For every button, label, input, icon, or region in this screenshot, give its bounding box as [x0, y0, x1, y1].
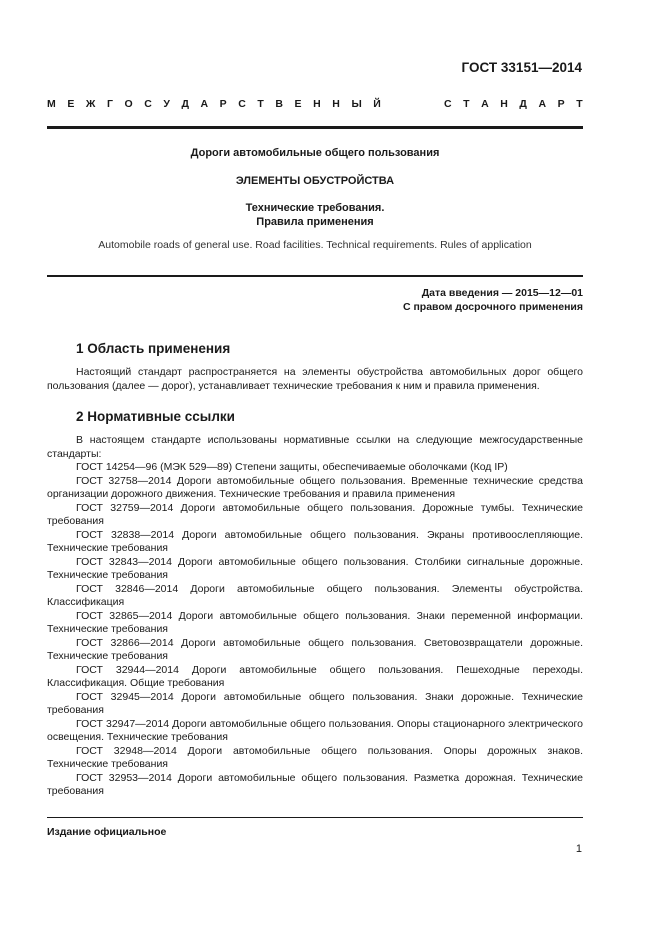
english-title: Automobile roads of general use. Road facilities. Technical requirements. Rules of application [98, 239, 532, 251]
title-line-3 [47, 201, 583, 229]
banner-letter: А [200, 98, 209, 110]
page-number: 1 [575, 843, 582, 855]
title-line-2: ЭЛЕМЕНТЫ ОБУСТРОЙСТВА [235, 175, 395, 187]
banner-gap [392, 98, 432, 110]
banner-letter: В [275, 98, 283, 110]
dates-block [403, 286, 583, 314]
reference-item: ГОСТ 32948—2014 Дороги автомобильные общего пользования. Опоры дорожных знаков. Технические требования [47, 744, 583, 770]
reference-item: ГОСТ 32945—2014 Дороги автомобильные общего пользования. Знаки дорожные. Технические требования [47, 690, 583, 716]
banner-letter: Ж [85, 98, 96, 110]
banner-letter: С [144, 98, 152, 110]
banner-letter: О [124, 98, 133, 110]
banner-letter: М [47, 98, 56, 110]
reference-item: ГОСТ 32846—2014 Дороги автомобильные общего пользования. Элементы обустройства. Классификация [47, 582, 583, 608]
banner-letter: Д [181, 98, 189, 110]
official-edition-label: Издание официальное [47, 826, 167, 838]
document-id: ГОСТ 33151—2014 [461, 60, 582, 75]
reference-item: ГОСТ 32865—2014 Дороги автомобильные общего пользования. Знаки переменной информации. Технические требования [47, 609, 583, 635]
reference-item: ГОСТ 32758—2014 Дороги автомобильные общего пользования. Временные технические средства организации дорожного движения. Технические требования и правила применения [47, 474, 583, 500]
reference-item: ГОСТ 32759—2014 Дороги автомобильные общего пользования. Дорожные тумбы. Технические требования [47, 501, 583, 527]
banner-letter: С [238, 98, 246, 110]
title-line-3a: Технические требования. [245, 202, 385, 214]
reference-item: ГОСТ 32953—2014 Дороги автомобильные общего пользования. Разметка дорожная. Технические требования [47, 771, 583, 797]
banner-letter: Г [106, 98, 113, 110]
banner-letter: Р [219, 98, 227, 110]
banner-letter: Ы [351, 98, 362, 110]
banner-letter: Е [294, 98, 302, 110]
banner-letter: Е [67, 98, 75, 110]
introduction-date: Дата введения — 2015—12—01 [421, 287, 583, 299]
section-2-title: 2 Нормативные ссылки [76, 409, 235, 424]
early-application-note: С правом досрочного применения [402, 301, 583, 313]
header-rule [47, 126, 583, 129]
banner-letter: Т [463, 98, 470, 110]
references-intro: В настоящем стандарте использованы нормативные ссылки на следующие межгосударственные стандарты: [47, 434, 583, 460]
interstate-standard-banner [47, 98, 583, 110]
reference-item: ГОСТ 32843—2014 Дороги автомобильные общего пользования. Столбики сигнальные дорожные. Технические требования [47, 555, 583, 581]
banner-letter: Н [332, 98, 340, 110]
section-1-text [47, 366, 583, 393]
banner-letter: Н [500, 98, 508, 110]
title-line-1: Дороги автомобильные общего пользования [190, 147, 440, 159]
reference-item: ГОСТ 32866—2014 Дороги автомобильные общего пользования. Световозвращатели дорожные. Технические требования [47, 636, 583, 662]
reference-item: ГОСТ 32838—2014 Дороги автомобильные общего пользования. Экраны противоослепляющие. Технические требования [47, 528, 583, 554]
reference-item: ГОСТ 32947—2014 Дороги автомобильные общего пользования. Опоры стационарного электрического освещения. Технические требования [47, 717, 583, 743]
banner-letter: Н [313, 98, 321, 110]
reference-item: ГОСТ 32944—2014 Дороги автомобильные общего пользования. Пешеходные переходы. Классификация. Общие требования [47, 663, 583, 689]
section-1-title: 1 Область применения [76, 341, 231, 356]
banner-letter: Й [373, 98, 381, 110]
banner-letter: С [443, 98, 452, 110]
banner-letter: А [538, 98, 547, 110]
footer-rule [47, 817, 583, 818]
banner-letter: Д [519, 98, 527, 110]
normative-references [47, 434, 583, 799]
banner-letter: Р [557, 98, 565, 110]
section-1-paragraph: Настоящий стандарт распространяется на элементы обустройства автомобильных дорог общего пользования (далее — дорог), устанавливает технические требования к ним и правила применения. [47, 366, 583, 392]
banner-letter: А [481, 98, 489, 110]
banner-letter: Т [257, 98, 264, 110]
title-rule [47, 275, 583, 277]
reference-item: ГОСТ 14254—96 (МЭК 529—89) Степени защиты, обеспечиваемые оболочками (Код IP) [76, 461, 508, 473]
banner-letter: Т [576, 98, 583, 110]
banner-letter: У [163, 98, 170, 110]
title-line-3b: Правила применения [256, 216, 374, 228]
